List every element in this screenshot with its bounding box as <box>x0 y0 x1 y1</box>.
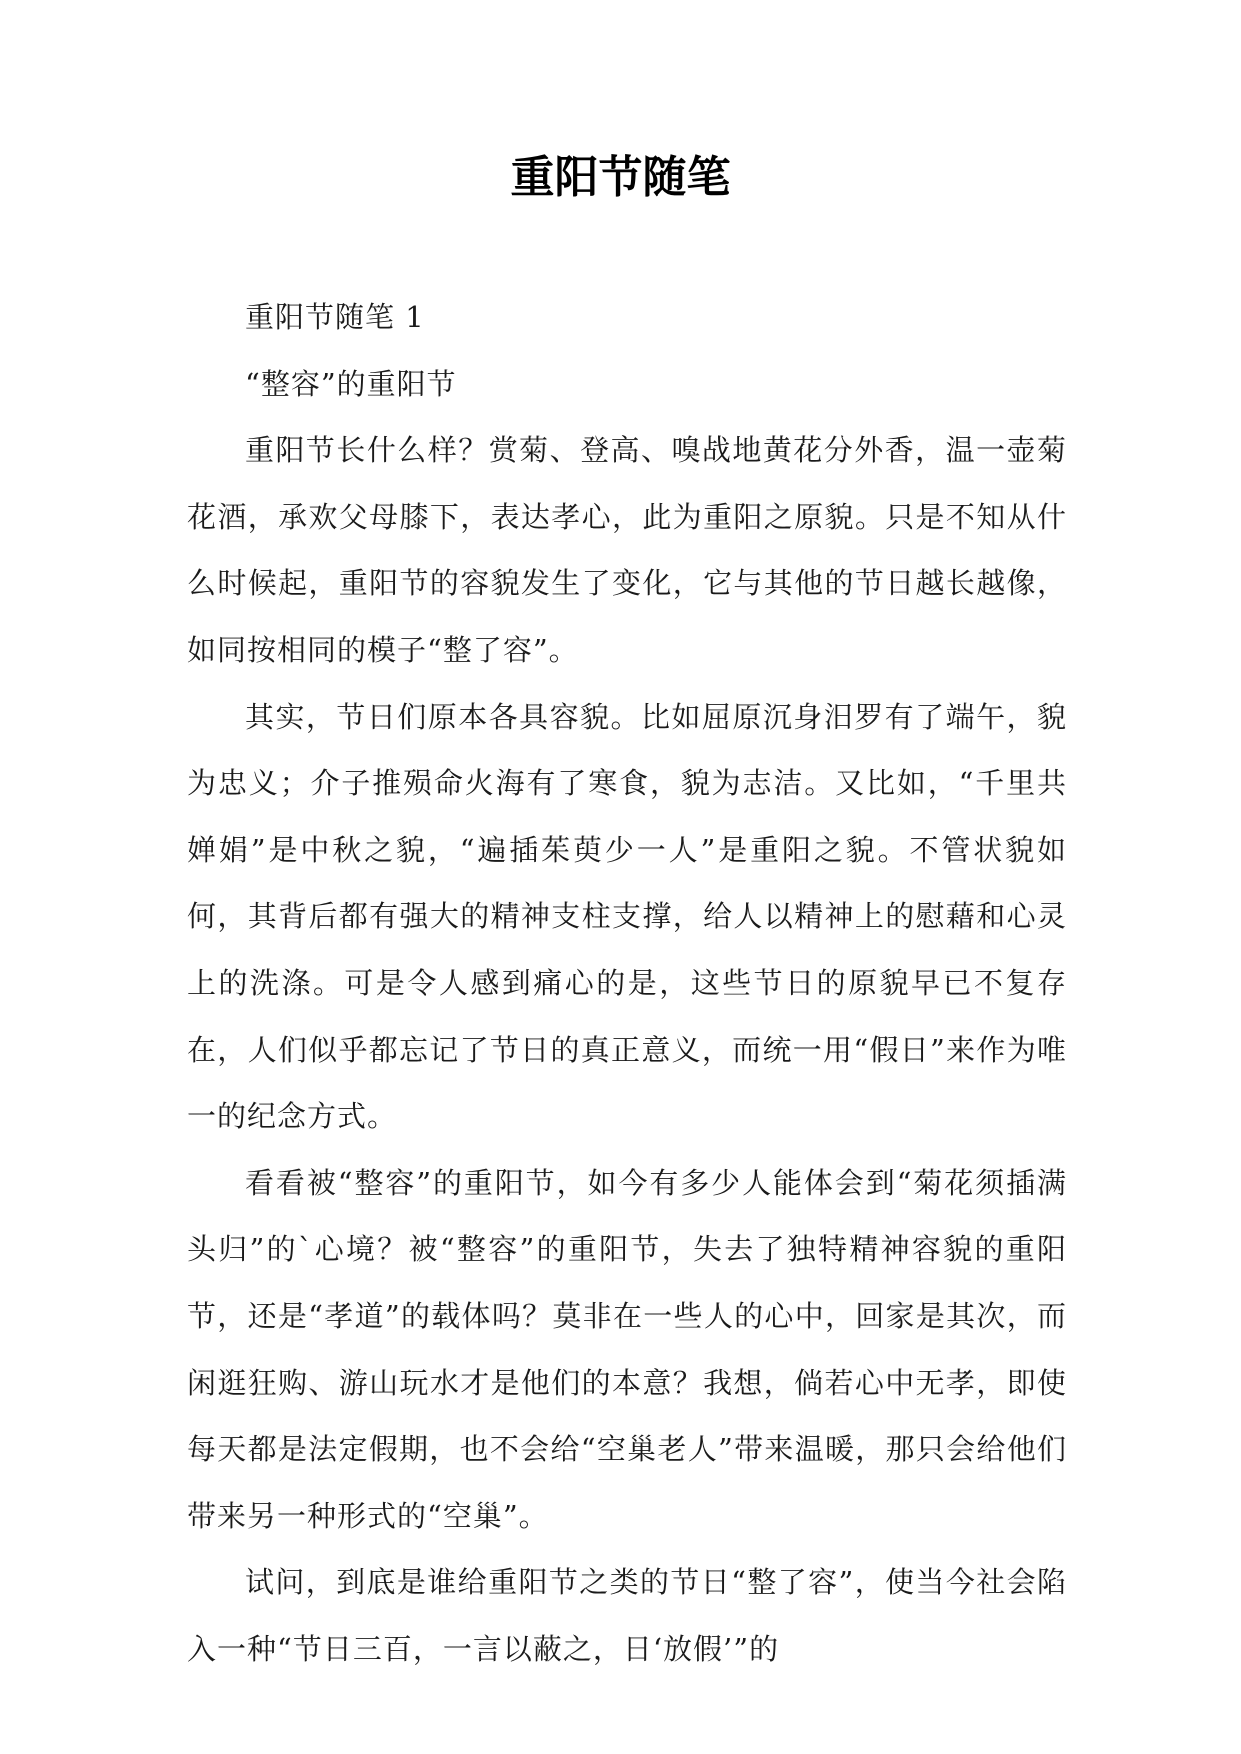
paragraph: 重阳节长什么样？赏菊、登高、嗅战地黄花分外香，温一壶菊花酒，承欢父母膝下，表达孝心，此为重阳之原貌。只是不知从什么时候起，重阳节的容貌发生了变化，它与其他的节日越长越像，如同按相同的模子“整了容”。 <box>187 433 1067 667</box>
paragraph: 其实，节日们原本各具容貌。比如屈原沉身汨罗有了端午，貌为忠义；介子推殒命火海有了寒食，貌为志洁。又比如，“千里共婵娟”是中秋之貌，“遍插茱萸少一人”是重阳之貌。不管状貌如何，其背后都有强大的精神支柱支撑，给人以精神上的慰藉和心灵上的洗涤。可是令人感到痛心的是，这些节日的原貌早已不复存在，人们似乎都忘记了节日的真正意义，而统一用“假日”来作为唯一的纪念方式。 <box>187 699 1067 1134</box>
article-subtitle: “整容”的重阳节 <box>245 366 457 401</box>
paragraph: 看看被“整容”的重阳节，如今有多少人能体会到“菊花须插满头归”的`心境？被“整容”的重阳节，失去了独特精神容貌的重阳节，还是“孝道”的载体吗？莫非在一些人的心中，回家是其次，而闲逛狂购、游山玩水才是他们的本意？我想，倘若心中无孝，即使每天都是法定假期，也不会给“空巢老人”带来温暖，那只会给他们带来另一种形式的“空巢”。 <box>187 1165 1067 1533</box>
document-title: 重阳节随笔 <box>510 152 731 203</box>
paragraph: 试问，到底是谁给重阳节之类的节日“整了容”，使当今社会陷入一种“节日三百，一言以蔽之，日‘放假’”的 <box>187 1565 1067 1666</box>
document-body <box>187 284 1067 1682</box>
section-heading: 重阳节随笔 1 <box>245 300 425 334</box>
